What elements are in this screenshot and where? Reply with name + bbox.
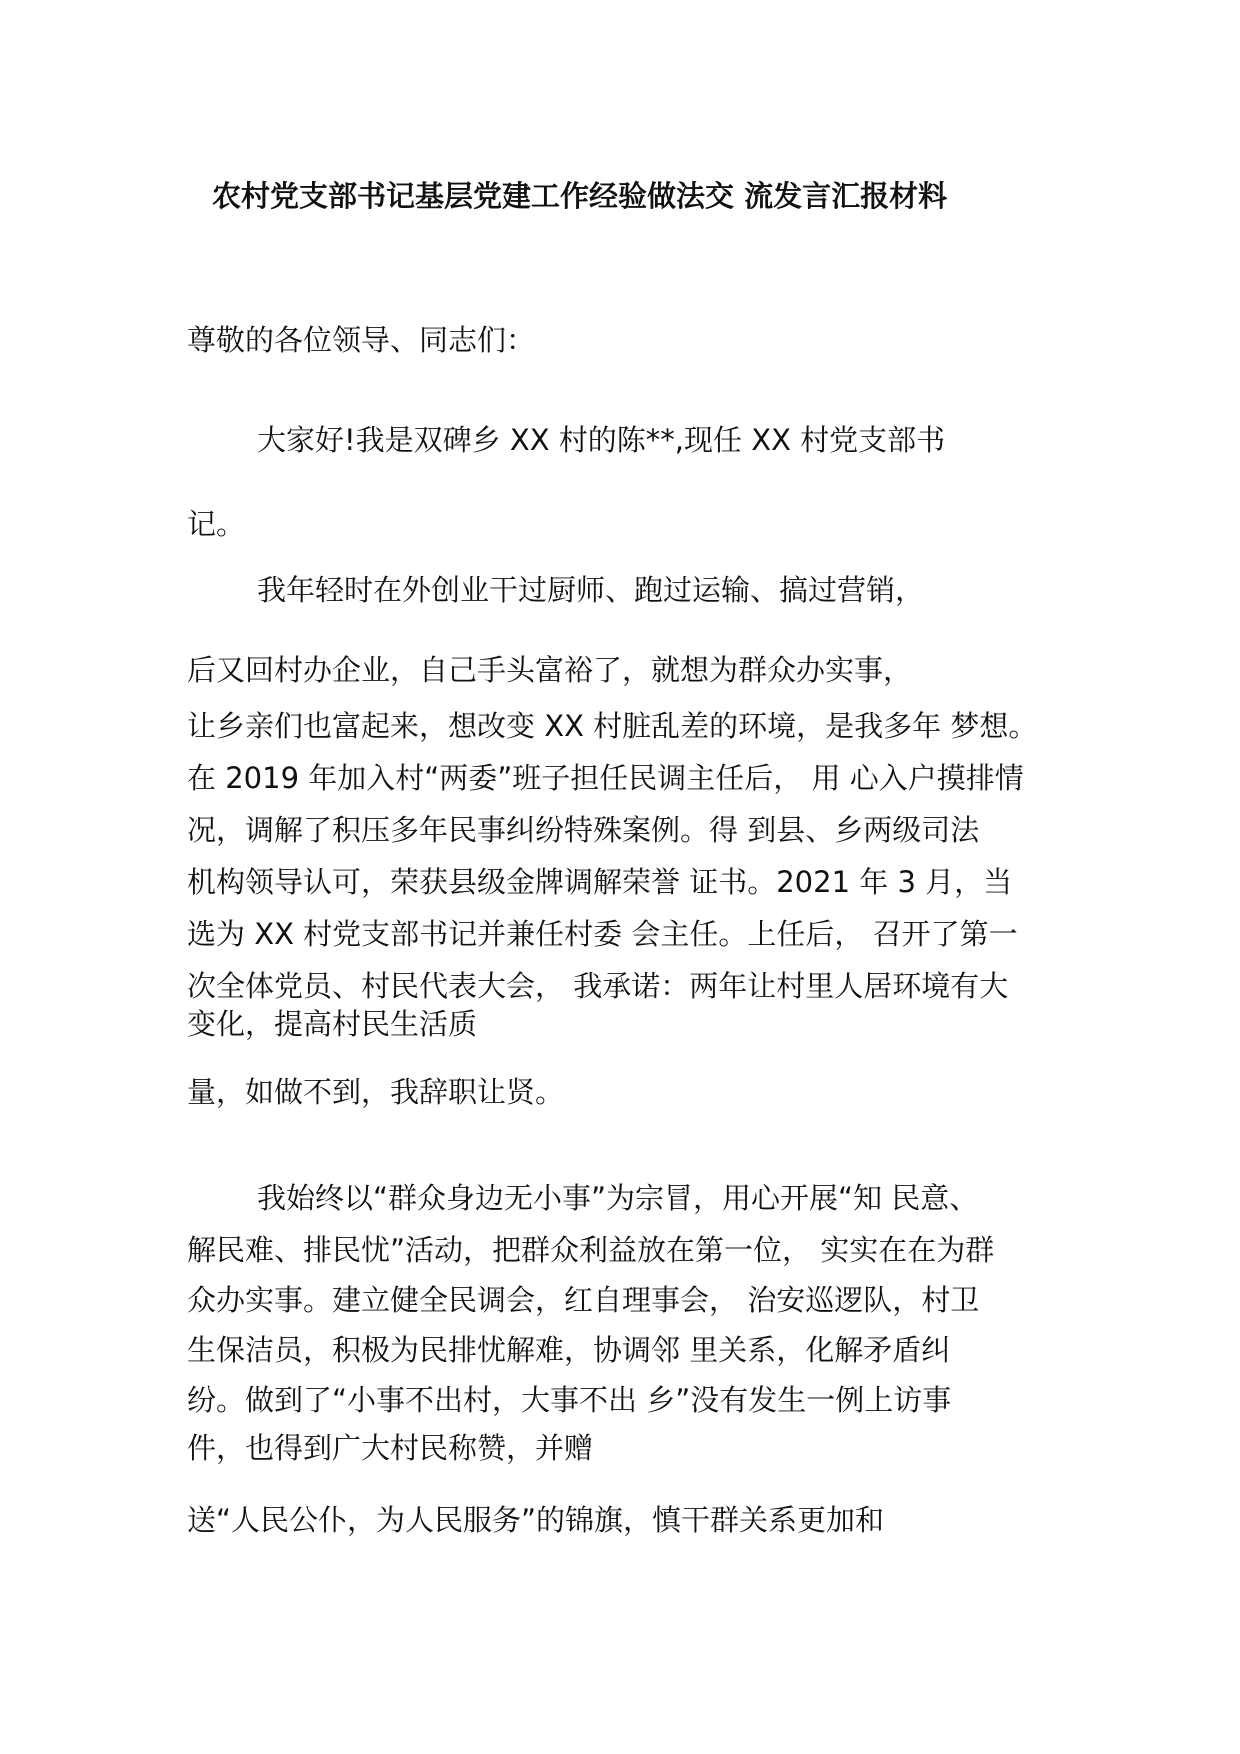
paragraph-line: 机构领导认可，荣获县级金牌调解荣誉 证书。2021 年 3 月，当	[187, 865, 1013, 899]
document-title: 农村党支部书记基层党建工作经验做法交 流发言汇报材料	[212, 179, 948, 213]
paragraph-line: 在 2019 年加入村“两委”班子担任民调主任后， 用 心入户摸排情	[187, 761, 1024, 795]
paragraph-line: 解民难、排民忧”活动，把群众利益放在第一位， 实实在在为群	[187, 1233, 995, 1267]
paragraph-line: 量，如做不到，我辞职让贤。	[187, 1075, 565, 1109]
paragraph-line: 选为 XX 村党支部书记并兼任村委 会主任。上任后， 召开了第一	[187, 917, 1018, 951]
paragraph-line: 我始终以“群众身边无小事”为宗冒，用心开展“知 民意、	[257, 1181, 979, 1215]
paragraph-line: 让乡亲们也富起来，想改变 XX 村脏乱差的环境，是我多年 梦想。	[187, 709, 1038, 743]
paragraph-line: 况，调解了积压多年民事纠纷特殊案例。得 到县、乡两级司法	[187, 813, 980, 847]
paragraph-line: 生保洁员，积极为民排忧解难，协调邻 里关系，化解矛盾纠	[187, 1333, 951, 1367]
paragraph-line: 送“人民公仆，为人民服务”的锦旗，慎干群关系更加和	[187, 1503, 885, 1537]
paragraph-line: 纷。做到了“小事不出村，大事不出 乡”没有发生一例上访事	[187, 1383, 952, 1417]
paragraph-line: 大家好!我是双碑乡 XX 村的陈**,现任 XX 村党支部书	[257, 423, 946, 457]
paragraph-line: 众办实事。建立健全民调会，红自理事会， 治安巡逻队，村卫	[187, 1283, 980, 1317]
paragraph-line: 后又回村办企业，自己手头富裕了，就想为群众办实事，	[187, 653, 913, 687]
paragraph-line: 次全体党员、村民代表大会， 我承诺：两年让村里人居环境有大	[187, 969, 1009, 1003]
paragraph-line: 变化，提高村民生活质	[187, 1007, 478, 1041]
paragraph-line: 件，也得到广大村民称赞，并赠	[187, 1431, 594, 1465]
salutation: 尊敬的各位领导、同志们：	[187, 323, 536, 357]
paragraph-line: 我年轻时在外创业干过厨师、跑过运输、搞过营销，	[257, 573, 925, 607]
paragraph-line: 记。	[187, 507, 246, 541]
